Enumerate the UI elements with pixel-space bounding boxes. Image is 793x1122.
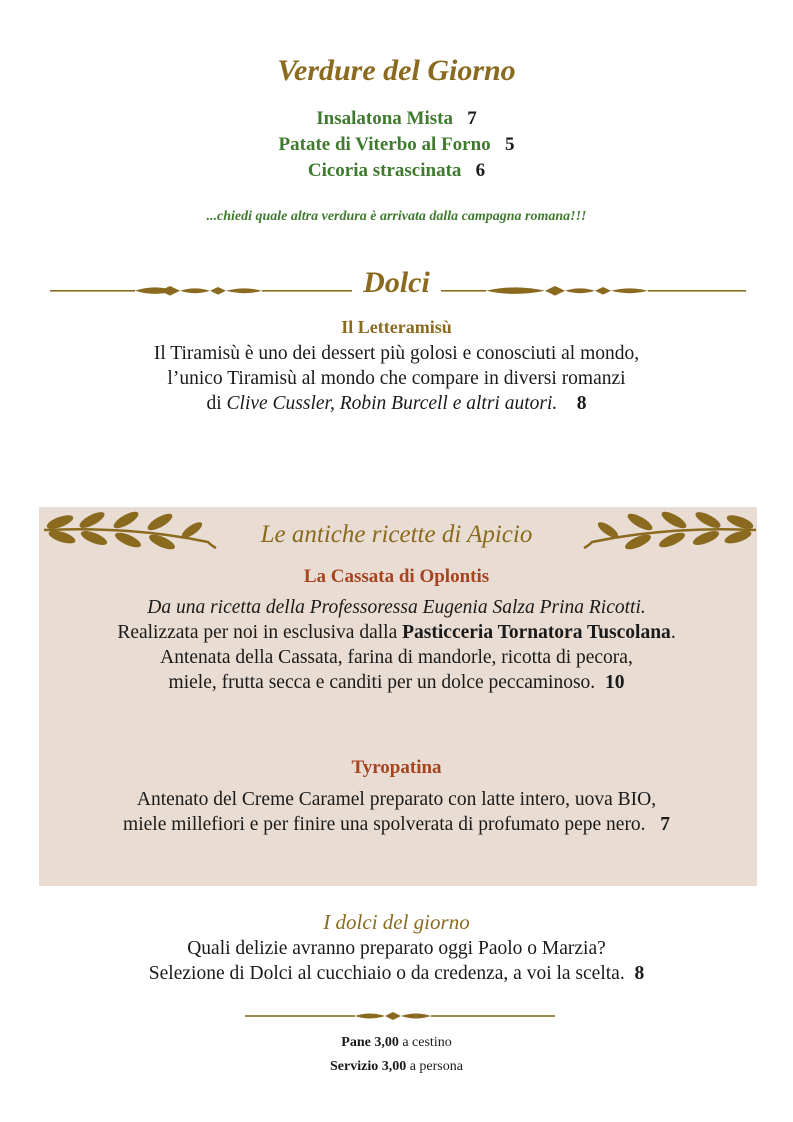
description-text: Realizzata per noi in esclusiva dalla [117, 622, 403, 643]
cassata-description [0, 595, 793, 695]
apicio-title: Le antiche ricette di Apicio [260, 521, 533, 548]
verdure-list [0, 106, 793, 184]
description-line: Quali delizie avranno preparato oggi Paolo o Marzia? [187, 938, 606, 959]
item-price: 8 [576, 393, 587, 414]
tyropatina-description [0, 787, 793, 837]
pasticceria-name: Pasticceria Tornatora Tuscolana [402, 622, 671, 643]
list-item [0, 106, 793, 132]
dolci-giorno-description [0, 936, 793, 986]
description-line: l’unico Tiramisù al mondo che compare in diversi romanzi [167, 368, 626, 389]
footer-divider [245, 1008, 555, 1024]
dolci-header [0, 266, 793, 306]
description-line [0, 961, 793, 986]
pane-price: Pane 3,00 [341, 1035, 399, 1050]
description-line: Il Tiramisù è uno dei dessert più golosi e conosciuti al mondo, [153, 343, 640, 364]
letteramisu-description [0, 341, 793, 416]
description-line [0, 620, 793, 645]
description-line [0, 812, 793, 837]
description-text: . [670, 622, 676, 643]
verdure-note: ...chiedi quale altra verdura è arrivata dalla campagna romana!!! [206, 209, 587, 224]
item-name: Cicoria strascinata [307, 160, 462, 181]
item-price: 7 [660, 814, 670, 835]
dolci-title: Dolci [363, 266, 430, 299]
description-line [0, 391, 793, 416]
item-price: 5 [504, 134, 515, 155]
description-line: Da una ricetta della Professoressa Eugenia Salza Prina Ricotti. [147, 597, 646, 618]
description-line: Antenata della Cassata, farina di mandorle, ricotta di pecora, [160, 647, 633, 668]
item-price: 10 [604, 672, 625, 693]
description-text: Selezione di Dolci al cucchiaio o da credenza, a voi la scelta. [148, 963, 625, 984]
servizio-unit: a persona [406, 1059, 463, 1074]
description-text: miele millefiori e per finire una spolverata di profumato pepe nero. [123, 814, 646, 835]
authors-text: Clive Cussler, Robin Burcell e altri autori. [226, 393, 558, 414]
letteramisu-title: Il Letteramisù [341, 317, 452, 337]
item-price: 6 [475, 160, 486, 181]
item-name: Insalatona Mista [316, 108, 453, 129]
list-item [0, 158, 793, 184]
item-name: Patate di Viterbo al Forno [278, 134, 491, 155]
pane-unit: a cestino [398, 1035, 452, 1050]
cassata-title: La Cassata di Oplontis [303, 566, 490, 587]
footer [0, 1031, 793, 1079]
tyropatina-title: Tyropatina [351, 757, 442, 778]
item-price: 8 [634, 963, 645, 984]
verdure-title: Verdure del Giorno [277, 54, 516, 87]
description-line [0, 670, 793, 695]
servizio-line [0, 1055, 793, 1079]
description-text: di [206, 393, 227, 414]
description-line: Antenato del Creme Caramel preparato con latte intero, uova BIO, [136, 789, 657, 810]
pane-line [0, 1031, 793, 1055]
item-price: 7 [467, 108, 477, 129]
description-text: miele, frutta secca e canditi per un dolce peccaminoso. [168, 672, 596, 693]
servizio-price: Servizio 3,00 [330, 1059, 407, 1074]
list-item [0, 132, 793, 158]
dolci-giorno-title: I dolci del giorno [323, 910, 470, 934]
